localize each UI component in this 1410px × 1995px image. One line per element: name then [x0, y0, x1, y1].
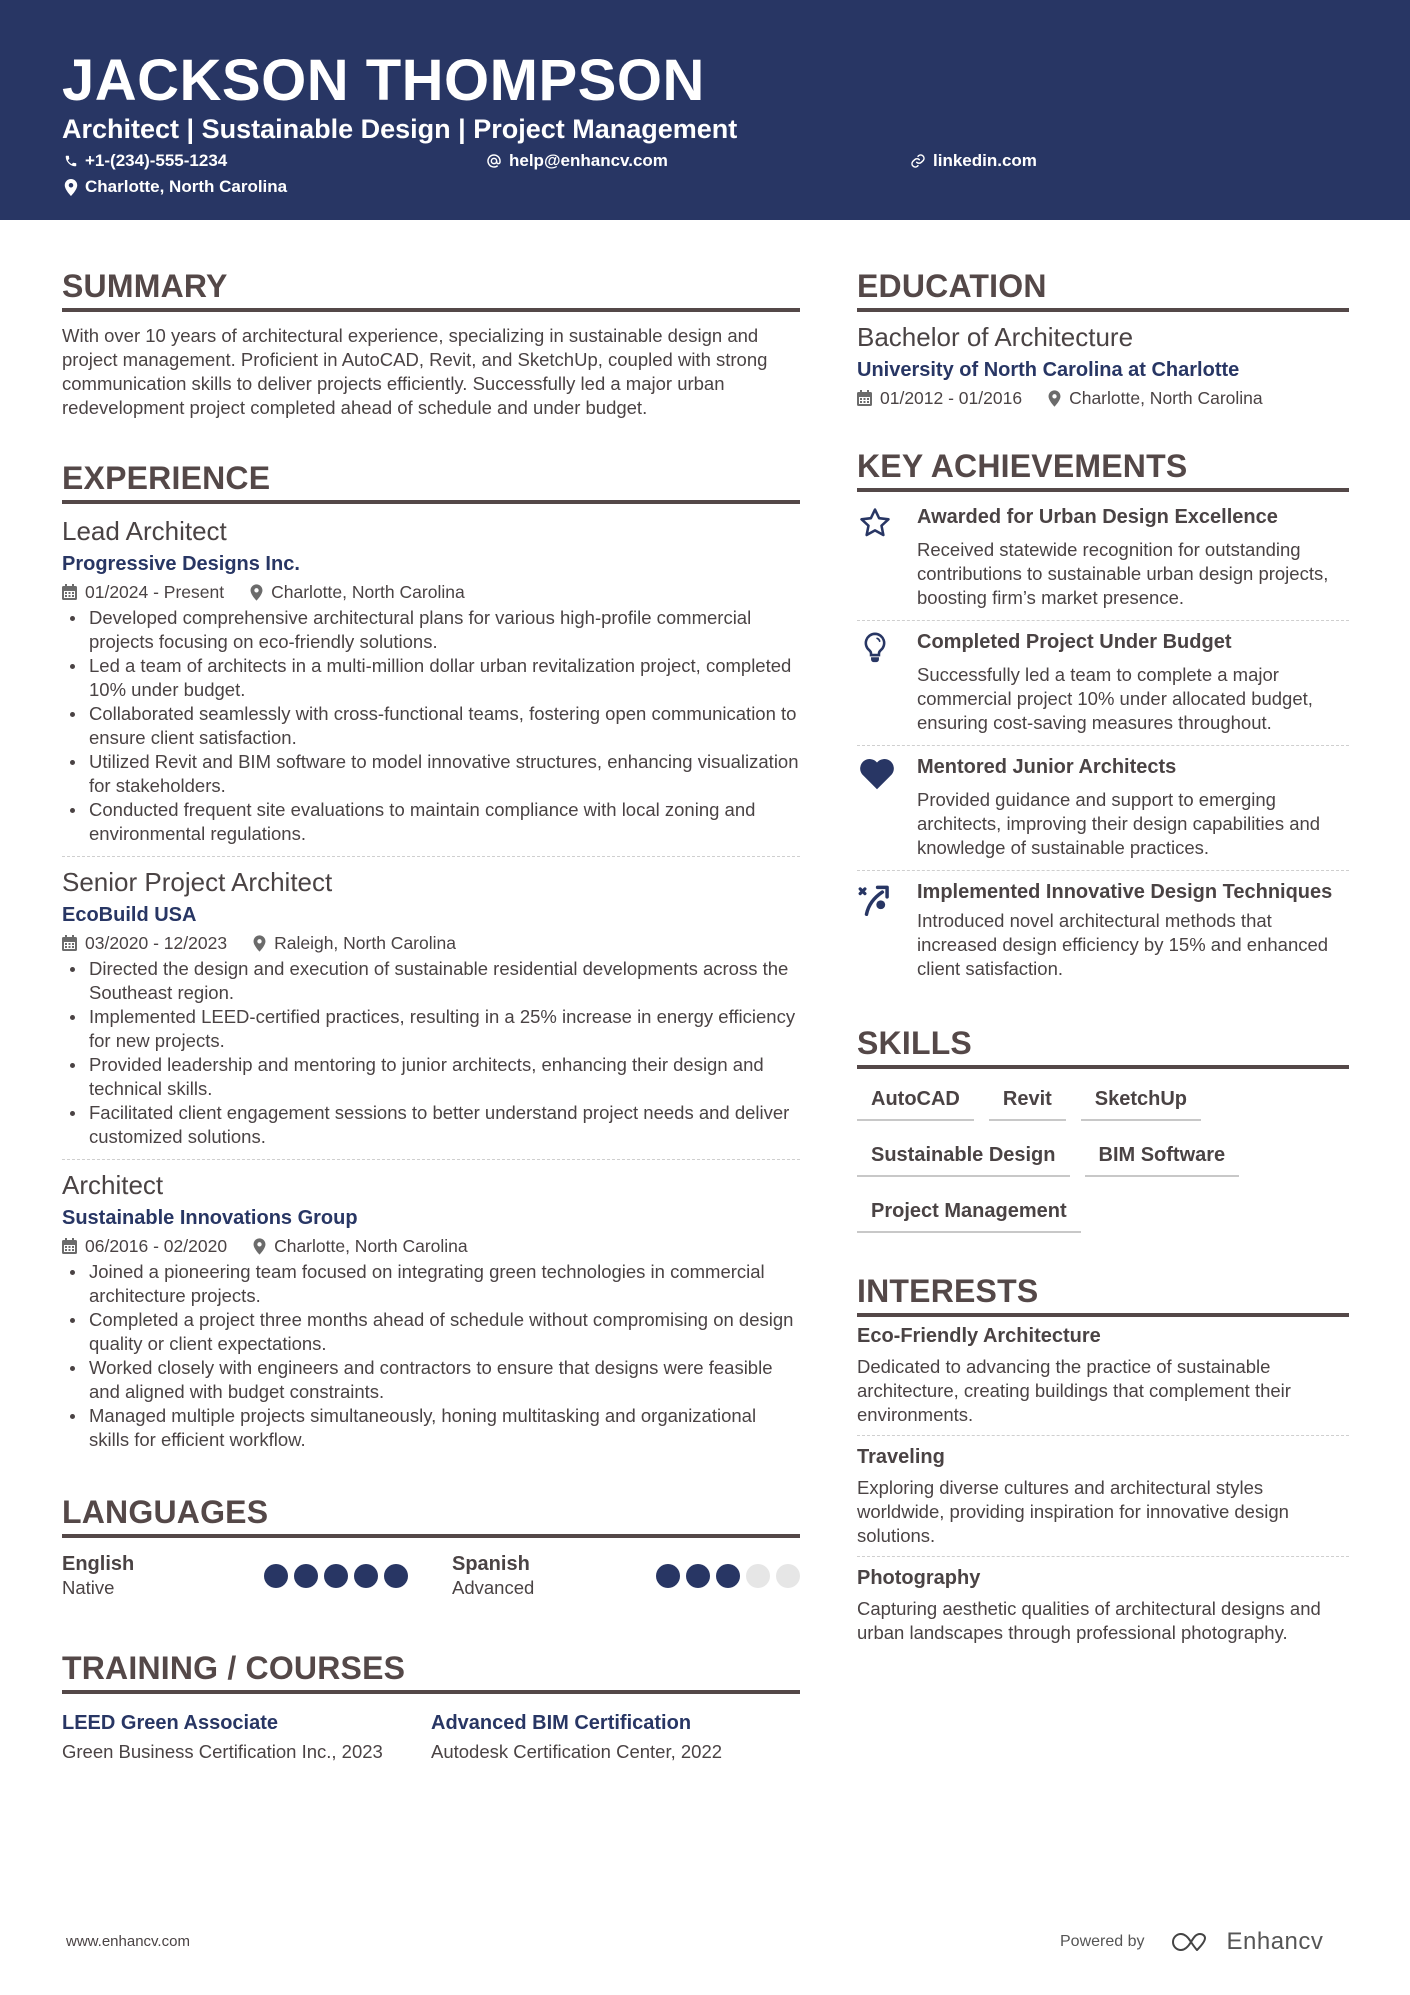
phone-icon [64, 154, 78, 168]
skill-tag: Project Management [857, 1193, 1081, 1233]
experience-section [62, 458, 800, 1462]
job-dates: 01/2024 - Present [85, 582, 225, 602]
skills-list [857, 1081, 1349, 1233]
company-name: Sustainable Innovations Group [62, 1207, 358, 1229]
link-text: linkedin.com [933, 151, 1037, 170]
language-level: Native [62, 1577, 115, 1598]
candidate-title: Architect | Sustainable Design | Project Management [62, 114, 738, 144]
experience-item [62, 856, 800, 1159]
right-column [857, 266, 1349, 1653]
map-pin-icon [250, 584, 263, 601]
training-item [62, 1710, 431, 1764]
language-item [452, 1552, 800, 1600]
phone-text: +1-(234)-555-1234 [85, 151, 228, 170]
job-bullets [62, 957, 800, 1149]
interest-name: Photography [857, 1567, 981, 1589]
interest-desc: Capturing aesthetic qualities of architectural designs and urban landscapes through professional photography. [857, 1598, 1321, 1643]
job-location: Raleigh, North Carolina [274, 933, 456, 953]
rating-dot-empty [776, 1564, 800, 1588]
location-text: Charlotte, North Carolina [85, 177, 288, 196]
contact-email[interactable] [486, 150, 668, 172]
achievement-item [857, 492, 1349, 620]
email-text: help@enhancv.com [509, 151, 668, 170]
job-meta [62, 1234, 800, 1258]
rating-dot-filled [354, 1564, 378, 1588]
achievement-desc: Provided guidance and support to emerging architects, improving their design capabilities and knowledge of sustainable practices. [917, 789, 1321, 858]
bullet-item: Facilitated client engagement sessions to better understand project needs and deliver customized solutions. [62, 1101, 800, 1149]
language-name: English [62, 1553, 135, 1575]
skills-section [857, 1023, 1349, 1233]
rating-dot-filled [686, 1564, 710, 1588]
star-icon [857, 506, 893, 540]
education-dates: 01/2012 - 01/2016 [880, 388, 1023, 408]
training-name: LEED Green Associate [62, 1712, 279, 1734]
strategy-icon [857, 881, 895, 919]
interest-name: Traveling [857, 1446, 945, 1468]
skill-tag: AutoCAD [857, 1081, 974, 1121]
link-icon [910, 153, 926, 169]
language-level: Advanced [452, 1577, 535, 1598]
training-name: Advanced BIM Certification [431, 1712, 692, 1734]
training-org: Autodesk Certification Center, 2022 [431, 1741, 723, 1762]
achievement-item [857, 870, 1349, 991]
achievement-item [857, 620, 1349, 745]
brand-name: Enhancv [1226, 1928, 1324, 1955]
left-column [62, 266, 800, 1764]
job-title: Architect [62, 1170, 164, 1200]
contact-link[interactable] [910, 150, 1037, 172]
rating-dot-filled [656, 1564, 680, 1588]
summary-section [62, 266, 800, 420]
experience-item [62, 1159, 800, 1462]
contact-location [64, 176, 287, 198]
skill-tag: SketchUp [1081, 1081, 1201, 1121]
achievement-title: Mentored Junior Architects [917, 756, 1177, 778]
contact-phone[interactable] [64, 150, 227, 172]
bullet-item: Developed comprehensive architectural plans for various high-profile commercial projects focusing on eco-friendly solutions. [62, 606, 800, 654]
bullet-item: Conducted frequent site evaluations to maintain compliance with local zoning and environmental regulations. [62, 798, 800, 846]
education-location: Charlotte, North Carolina [1069, 388, 1263, 408]
map-pin-icon [253, 1238, 266, 1255]
company-name: Progressive Designs Inc. [62, 553, 300, 575]
section-divider [62, 500, 800, 504]
at-icon [486, 153, 502, 169]
brand-logo[interactable] [1171, 1928, 1324, 1956]
summary-text: With over 10 years of architectural experience, specializing in sustainable design and project management. Proficient in AutoCAD, Revit, and SketchUp, coupled with strong communication skills to deliver projects efficiently. Successfully led a major urban redevelopment project completed ahead of schedule and under budget. [62, 325, 768, 418]
interests-section [857, 1271, 1349, 1653]
skill-tag: Revit [989, 1081, 1066, 1121]
achievements-section [857, 446, 1349, 991]
job-meta [62, 580, 800, 604]
bullet-item: Collaborated seamlessly with cross-functional teams, fostering open communication to ensure client satisfaction. [62, 702, 800, 750]
footer-website[interactable]: www.enhancv.com [66, 1933, 190, 1950]
languages-section [62, 1492, 800, 1600]
bullet-item: Directed the design and execution of sustainable residential developments across the Southeast region. [62, 957, 800, 1005]
achievement-title: Completed Project Under Budget [917, 631, 1232, 653]
education-meta [857, 386, 1349, 410]
achievement-desc: Introduced novel architectural methods that increased design efficiency by 15% and enhanced client satisfaction. [917, 910, 1329, 979]
section-title-skills: SKILLS [857, 1025, 972, 1061]
interest-item [857, 1556, 1349, 1653]
job-dates: 03/2020 - 12/2023 [85, 933, 228, 953]
lightbulb-icon [857, 631, 893, 665]
rating-dot-empty [746, 1564, 770, 1588]
rating-dot-filled [716, 1564, 740, 1588]
map-pin-icon [253, 935, 266, 952]
heart-icon [857, 756, 897, 790]
job-location: Charlotte, North Carolina [274, 1236, 468, 1256]
calendar-icon [857, 390, 872, 406]
section-divider [62, 308, 800, 312]
bullet-item: Implemented LEED-certified practices, resulting in a 25% increase in energy efficiency for new projects. [62, 1005, 800, 1053]
company-name: EcoBuild USA [62, 904, 197, 926]
interest-desc: Exploring diverse cultures and architectural styles worldwide, providing inspiration for innovative design solutions. [857, 1477, 1289, 1546]
resume-header [0, 0, 1410, 220]
rating-dot-filled [264, 1564, 288, 1588]
calendar-icon [62, 935, 77, 951]
training-org: Green Business Certification Inc., 2023 [62, 1741, 383, 1762]
section-title-summary: SUMMARY [62, 268, 228, 304]
job-bullets [62, 1260, 800, 1452]
section-title-achievements: KEY ACHIEVEMENTS [857, 448, 1188, 484]
calendar-icon [62, 584, 77, 600]
achievement-item [857, 745, 1349, 870]
job-dates: 06/2016 - 02/2020 [85, 1236, 228, 1256]
map-pin-icon [1048, 390, 1061, 407]
achievement-desc: Successfully led a team to complete a major commercial project 10% under allocated budget, ensuring cost-saving measures throughout. [917, 664, 1313, 733]
rating-dot-filled [384, 1564, 408, 1588]
section-divider [62, 1690, 800, 1694]
language-item [62, 1552, 408, 1600]
experience-item [62, 514, 800, 856]
section-divider [62, 1534, 800, 1538]
candidate-name: JACKSON THOMPSON [62, 48, 705, 113]
map-pin-icon [64, 179, 78, 196]
bullet-item: Led a team of architects in a multi-million dollar urban revitalization project, completed 10% under budget. [62, 654, 800, 702]
calendar-icon [62, 1238, 77, 1254]
bullet-item: Completed a project three months ahead of schedule without compromising on design quality or client expectations. [62, 1308, 800, 1356]
interest-item [857, 1435, 1349, 1556]
job-bullets [62, 606, 800, 846]
bullet-item: Worked closely with engineers and contractors to ensure that designs were feasible and aligned with budget constraints. [62, 1356, 800, 1404]
school-name: University of North Carolina at Charlotte [857, 359, 1240, 381]
interest-desc: Dedicated to advancing the practice of sustainable architecture, creating buildings that complement their environments. [857, 1356, 1291, 1425]
interest-name: Eco-Friendly Architecture [857, 1325, 1101, 1347]
section-divider [857, 308, 1349, 312]
language-rating [656, 1564, 800, 1588]
bullet-item: Managed multiple projects simultaneously, honing multitasking and organizational skills for efficient workflow. [62, 1404, 800, 1452]
interest-item [857, 1317, 1349, 1435]
section-title-training: TRAINING / COURSES [62, 1650, 406, 1686]
job-title: Senior Project Architect [62, 867, 333, 897]
achievement-desc: Received statewide recognition for outstanding contributions to sustainable urban design projects, boosting firm’s market presence. [917, 539, 1329, 608]
job-title: Lead Architect [62, 516, 227, 546]
achievement-title: Awarded for Urban Design Excellence [917, 506, 1278, 528]
education-section [857, 266, 1349, 410]
bullet-item: Utilized Revit and BIM software to model innovative structures, enhancing visualization for stakeholders. [62, 750, 800, 798]
training-item [431, 1710, 800, 1764]
rating-dot-filled [324, 1564, 348, 1588]
achievement-title: Implemented Innovative Design Techniques [917, 881, 1333, 903]
language-name: Spanish [452, 1553, 530, 1575]
training-section [62, 1648, 800, 1764]
section-divider [857, 1065, 1349, 1069]
skill-tag: Sustainable Design [857, 1137, 1070, 1177]
degree: Bachelor of Architecture [857, 322, 1134, 352]
footer-branding [1060, 1928, 1323, 1956]
bullet-item: Joined a pioneering team focused on integrating green technologies in commercial architecture projects. [62, 1260, 800, 1308]
language-rating [264, 1564, 408, 1588]
job-meta [62, 931, 800, 955]
skill-tag: BIM Software [1085, 1137, 1240, 1177]
section-title-interests: INTERESTS [857, 1273, 1039, 1309]
section-title-languages: LANGUAGES [62, 1494, 269, 1530]
section-title-education: EDUCATION [857, 268, 1047, 304]
section-title-experience: EXPERIENCE [62, 460, 271, 496]
rating-dot-filled [294, 1564, 318, 1588]
bullet-item: Provided leadership and mentoring to junior architects, enhancing their design and technical skills. [62, 1053, 800, 1101]
enhancv-logo-icon [1171, 1930, 1217, 1954]
powered-by-label: Powered by [1060, 1933, 1145, 1950]
job-location: Charlotte, North Carolina [271, 582, 465, 602]
